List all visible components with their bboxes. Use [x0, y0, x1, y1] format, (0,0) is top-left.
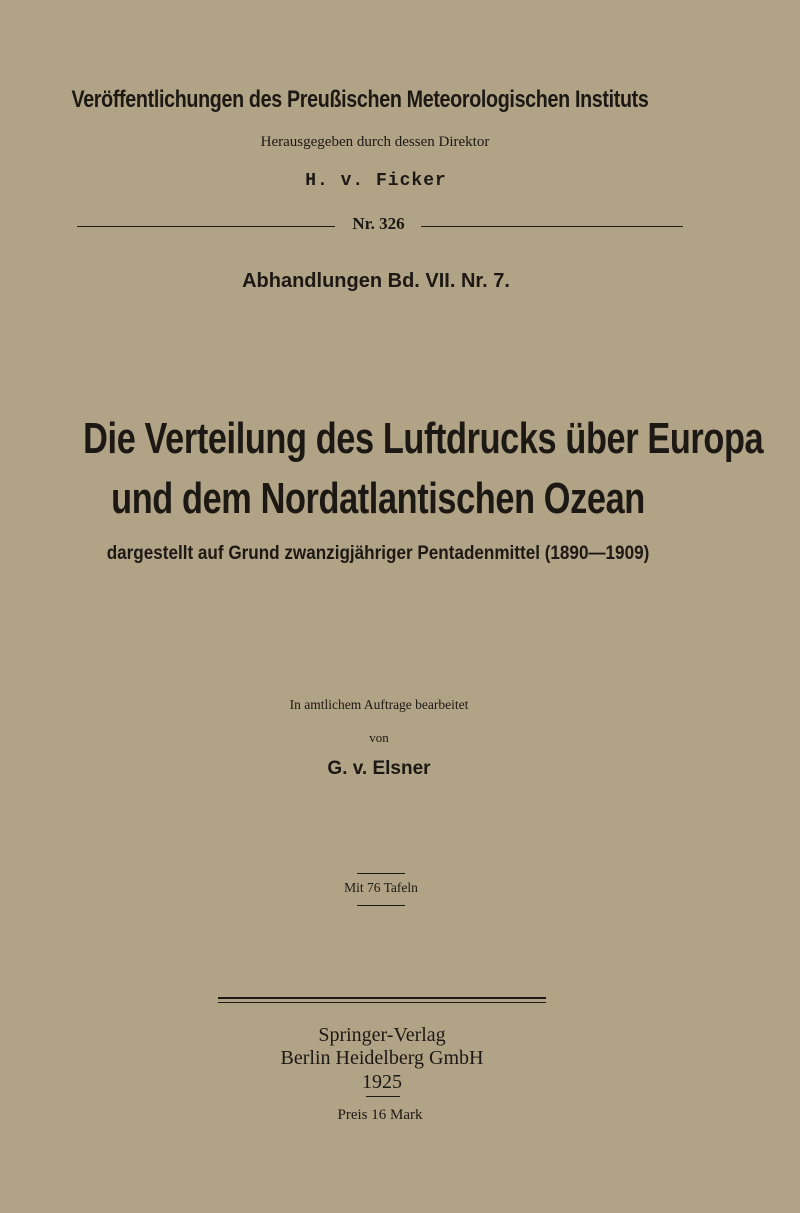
price: Preis 16 Mark — [337, 1107, 423, 1123]
publication-year: 1925 — [362, 1071, 402, 1093]
commission-line: In amtlichem Auftrage bearbeitet — [289, 697, 469, 712]
series-volume: Abhandlungen Bd. VII. Nr. 7. — [242, 270, 510, 292]
title-line-1: Die Verteilung des Luftdrucks über Europa — [83, 414, 764, 463]
series-title: Veröffentlichungen des Preußischen Meteorologischen Instituts — [71, 86, 649, 113]
number-rule-right — [421, 226, 683, 227]
year-rule — [366, 1096, 400, 1097]
imprint-rule-bottom — [218, 1002, 546, 1003]
series-number: Nr. 326 — [352, 214, 405, 233]
author: G. v. Elsner — [327, 758, 431, 779]
publisher-city: Berlin Heidelberg GmbH — [280, 1047, 484, 1069]
publisher: Springer-Verlag — [318, 1024, 446, 1046]
subtitle: dargestellt auf Grund zwanzigjähriger Pentadenmittel (1890—1909) — [106, 543, 650, 564]
editor-name: H. v. Ficker — [305, 171, 447, 191]
imprint-rule-top — [218, 997, 546, 999]
editor-line: Herausgegeben durch dessen Direktor — [260, 134, 490, 150]
plates-note: Mit 76 Tafeln — [344, 880, 418, 895]
title-line-2: und dem Nordatlantischen Ozean — [111, 474, 645, 523]
by-line: von — [369, 730, 389, 745]
plates-rule-bottom — [357, 905, 405, 906]
plates-rule-top — [357, 873, 405, 874]
